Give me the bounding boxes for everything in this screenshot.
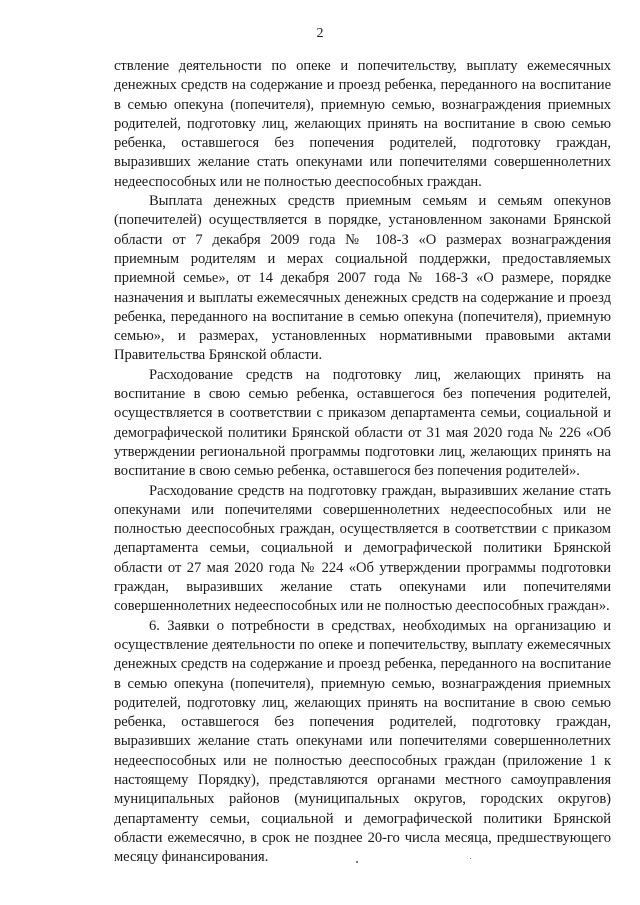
paragraph-continuation: ствление деятельности по опеке и попечительству, выплату ежемесячных денежных средств на содержание и проезд ребенка, переданного на воспитание в семью опекуна (попечителя), приемную семью, вознаграждения приемных родителей, подготовку лиц, желающих принять на воспитание в свою семью ребенка, оставшегося без попечения родителей, подготовку граждан, выразивших желание стать опекунами или попечителями совершеннолетних недееспособных или не полностью дееспособных граждан. xyxy=(114,58,611,190)
paragraph-training-foster-parents: Расходование средств на подготовку лиц, желающих принять на воспитание в свою семью ребенка, оставшегося без попечения родителей, осуществляется в соответствии с приказом департамента семьи, социальной и демографической политики Брянской области от 31 мая 2020 года № 226 «Об утверждении региональной программы подготовки лиц, желающих принять на воспитание в свою семью ребенка, оставшегося без попечения родителей». xyxy=(114,366,611,480)
document-body xyxy=(114,57,611,867)
paragraph-item-6-applications: 6. Заявки о потребности в средствах, необходимых на организацию и осуществление деятельности по опеке и попечительству, выплату ежемесячных денежных средств на содержание и проезд ребенка, переданного на воспитание в семью опекуна (попечителя), приемную семью, вознаграждения приемных родителей, подготовку лиц, желающих принять на воспитание в свою семью ребенка, оставшегося без попечения родителей, подготовку граждан, выразивших желание стать опекунами или попечителями совершеннолетних недееспособных или не полностью дееспособных граждан (приложение 1 к настоящему Порядку), представляются органами местного самоуправления муниципальных районов (муниципальных округов, городских округов) департаменту семьи, социальной и демографической политики Брянской области ежемесячно, в срок не позднее 20-го числа месяца, предшествующего месяцу финансирования. xyxy=(114,617,611,866)
scan-speck xyxy=(356,861,358,863)
paragraph-payment-procedure: Выплата денежных средств приемным семьям и семьям опекунов (попечителей) осуществляется в порядке, установленном законами Брянской области от 7 декабря 2009 года № 108-З «О размерах вознаграждения приемным родителям и мерах социальной поддержки, предоставляемых приемной семье», от 14 декабря 2007 года № 168-З «О размере, порядке назначения и выплаты ежемесячных денежных средств на содержание и проезд ребенка, переданного на воспитание в семью опекуна (попечителя), приемную семью», и размерах, установленных нормативными правовыми актами Правительства Брянской области. xyxy=(114,193,611,364)
paragraph-training-guardians: Расходование средств на подготовку граждан, выразивших желание стать опекунами или попечителями совершеннолетних недееспособных или не полностью дееспособных граждан, осуществляется в соответствии с приказом департамента семьи, социальной и демографической политики Брянской области от 27 мая 2020 года № 224 «Об утверждении программы подготовки граждан, выразивших желание стать опекунами или попечителями совершеннолетних недееспособных или не полностью дееспособных граждан». xyxy=(114,482,611,615)
page-number: 2 xyxy=(316,26,324,41)
scan-speck xyxy=(470,858,471,859)
